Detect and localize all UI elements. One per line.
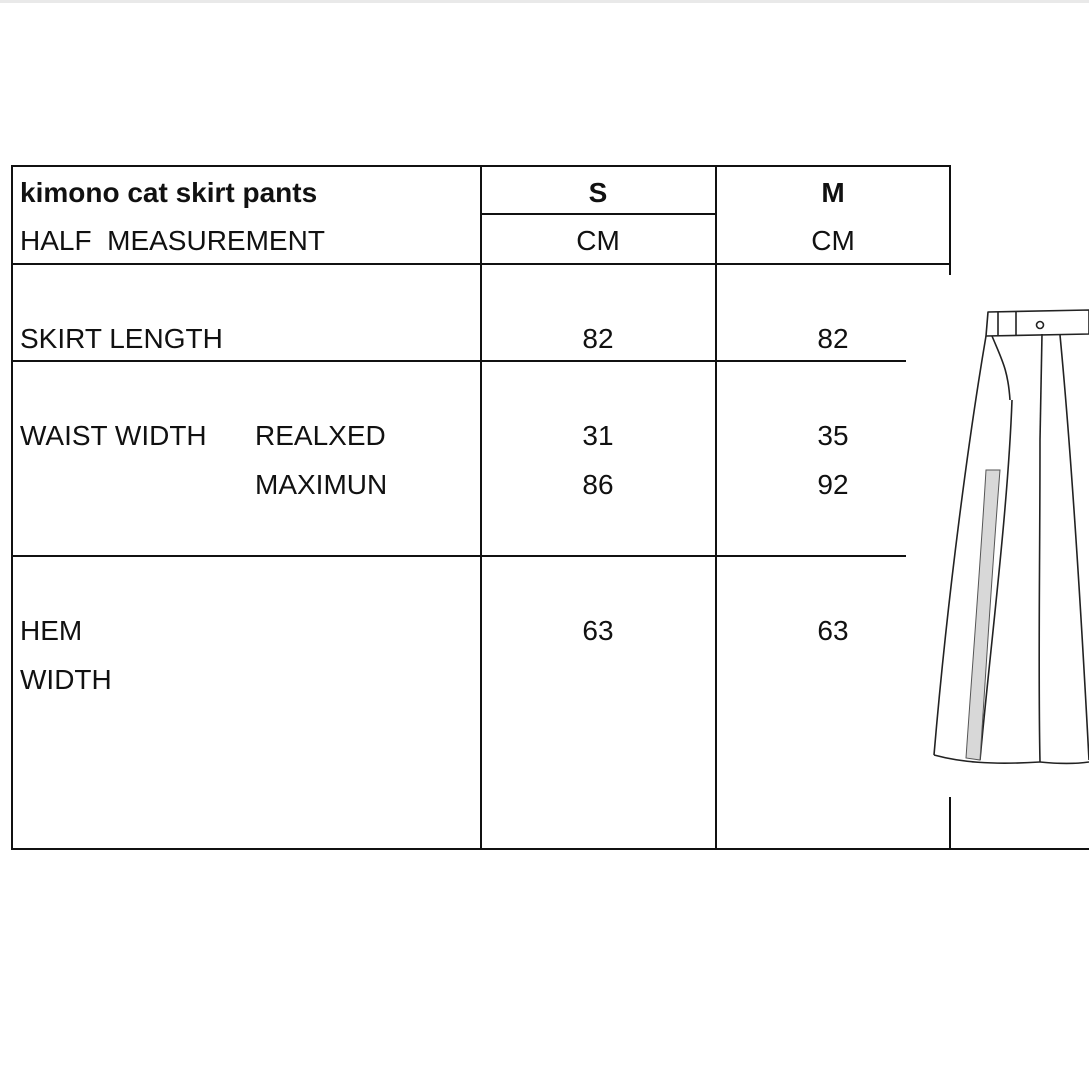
waist-width-label: WAIST WIDTH — [20, 420, 207, 451]
row-divider-1 — [11, 360, 906, 362]
skirt-length-m-value: 82 — [817, 323, 849, 354]
waist-maximum-s-value: 86 — [582, 469, 614, 500]
size-m-header: M — [821, 177, 845, 208]
unit-m-label: CM — [811, 225, 855, 256]
column-divider-s — [715, 165, 717, 850]
table-border-left — [11, 165, 13, 850]
hem-width-label-line2: WIDTH — [20, 664, 112, 695]
hem-width-m-value: 63 — [817, 615, 849, 646]
product-title: kimono cat skirt pants — [20, 177, 318, 208]
size-header-divider — [481, 213, 717, 215]
measurement-type-label: HALF MEASUREMENT — [20, 225, 325, 256]
waist-relaxed-s-value: 31 — [582, 420, 614, 451]
skirt-length-label: SKIRT LENGTH — [20, 323, 223, 354]
column-divider-m-bottom — [949, 797, 951, 850]
skirt-length-s-value: 82 — [582, 323, 614, 354]
row-divider-2 — [11, 555, 906, 557]
waist-relaxed-label: REALXED — [255, 420, 386, 451]
skirt-pants-sketch-icon — [920, 290, 1089, 790]
waist-relaxed-m-value: 35 — [817, 420, 849, 451]
hem-width-s-value: 63 — [582, 615, 614, 646]
top-edge — [0, 0, 1089, 3]
size-s-header: S — [588, 177, 608, 208]
table-border-bottom — [11, 848, 1089, 850]
waist-maximum-m-value: 92 — [817, 469, 849, 500]
unit-s-label: CM — [576, 225, 620, 256]
waist-maximum-label: MAXIMUN — [255, 469, 388, 500]
column-divider-label — [480, 165, 482, 850]
hem-width-label-line1: HEM — [20, 615, 83, 646]
